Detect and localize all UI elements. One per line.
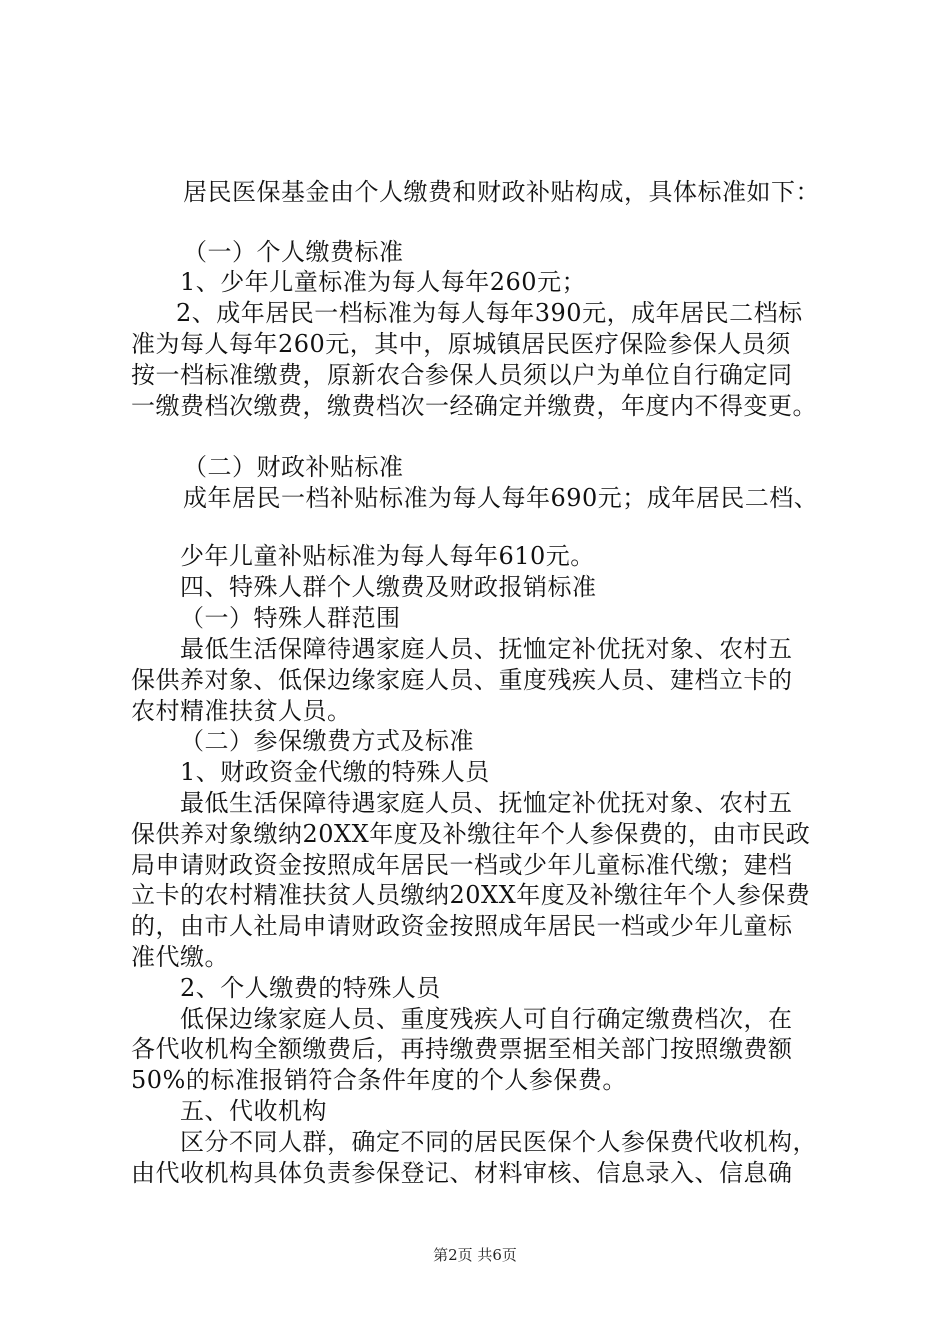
paragraph-line: 按一档标准缴费，原新农合参保人员须以户为单位自行确定同	[131, 361, 793, 389]
paragraph-line: 农村精准扶贫人员。	[131, 697, 352, 725]
paragraph-line: 保供养对象缴纳20XX年度及补缴往年个人参保费的，由市民政	[131, 820, 811, 848]
paragraph-line: 局申请财政资金按照成年居民一档或少年儿童标准代缴；建档	[131, 851, 793, 879]
paragraph-line: 的，由市人社局申请财政资金按照成年居民一档或少年儿童标	[131, 912, 793, 940]
paragraph-line: 最低生活保障待遇家庭人员、抚恤定补优抚对象、农村五	[180, 789, 793, 817]
paragraph-line: 立卡的农村精准扶贫人员缴纳20XX年度及补缴往年个人参保费	[131, 881, 811, 909]
paragraph-line: 准代缴。	[131, 943, 229, 971]
paragraph-line: 低保边缘家庭人员、重度残疾人可自行确定缴费档次，在	[180, 1005, 793, 1033]
paragraph-line: 2、成年居民一档标准为每人每年390元，成年居民二档标	[176, 299, 803, 327]
paragraph-line: 少年儿童补贴标准为每人每年610元。	[180, 542, 595, 570]
paragraph-line: 最低生活保障待遇家庭人员、抚恤定补优抚对象、农村五	[180, 635, 793, 663]
section-heading: 四、特殊人群个人缴费及财政报销标准	[180, 573, 597, 601]
paragraph-line: 各代收机构全额缴费后，再持缴费票据至相关部门按照缴费额	[131, 1035, 793, 1063]
section-heading: （二）财政补贴标准	[183, 453, 404, 481]
section-heading: （二）参保缴费方式及标准	[180, 727, 474, 755]
section-heading: （一）特殊人群范围	[180, 604, 401, 632]
paragraph-line: 区分不同人群，确定不同的居民医保个人参保费代收机构，	[180, 1128, 817, 1156]
section-heading: 2、个人缴费的特殊人员	[180, 974, 441, 1002]
paragraph-line: 居民医保基金由个人缴费和财政补贴构成，具体标准如下：	[183, 178, 820, 206]
paragraph-line: 一缴费档次缴费，缴费档次一经确定并缴费，年度内不得变更。	[131, 392, 817, 420]
paragraph-line: 准为每人每年260元，其中，原城镇居民医疗保险参保人员须	[131, 330, 791, 358]
paragraph-line: 保供养对象、低保边缘家庭人员、重度残疾人员、建档立卡的	[131, 666, 793, 694]
section-heading: （一）个人缴费标准	[183, 238, 404, 266]
paragraph-line: 50%的标准报销符合条件年度的个人参保费。	[131, 1066, 627, 1094]
paragraph-line: 成年居民一档补贴标准为每人每年690元；成年居民二档、	[183, 484, 819, 512]
page-number-footer: 第2页 共6页	[433, 1246, 517, 1264]
paragraph-line: 由代收机构具体负责参保登记、材料审核、信息录入、信息确	[131, 1159, 793, 1187]
section-heading: 1、财政资金代缴的特殊人员	[180, 758, 490, 786]
paragraph-line: 1、少年儿童标准为每人每年260元；	[180, 268, 587, 296]
section-heading: 五、代收机构	[180, 1097, 327, 1125]
